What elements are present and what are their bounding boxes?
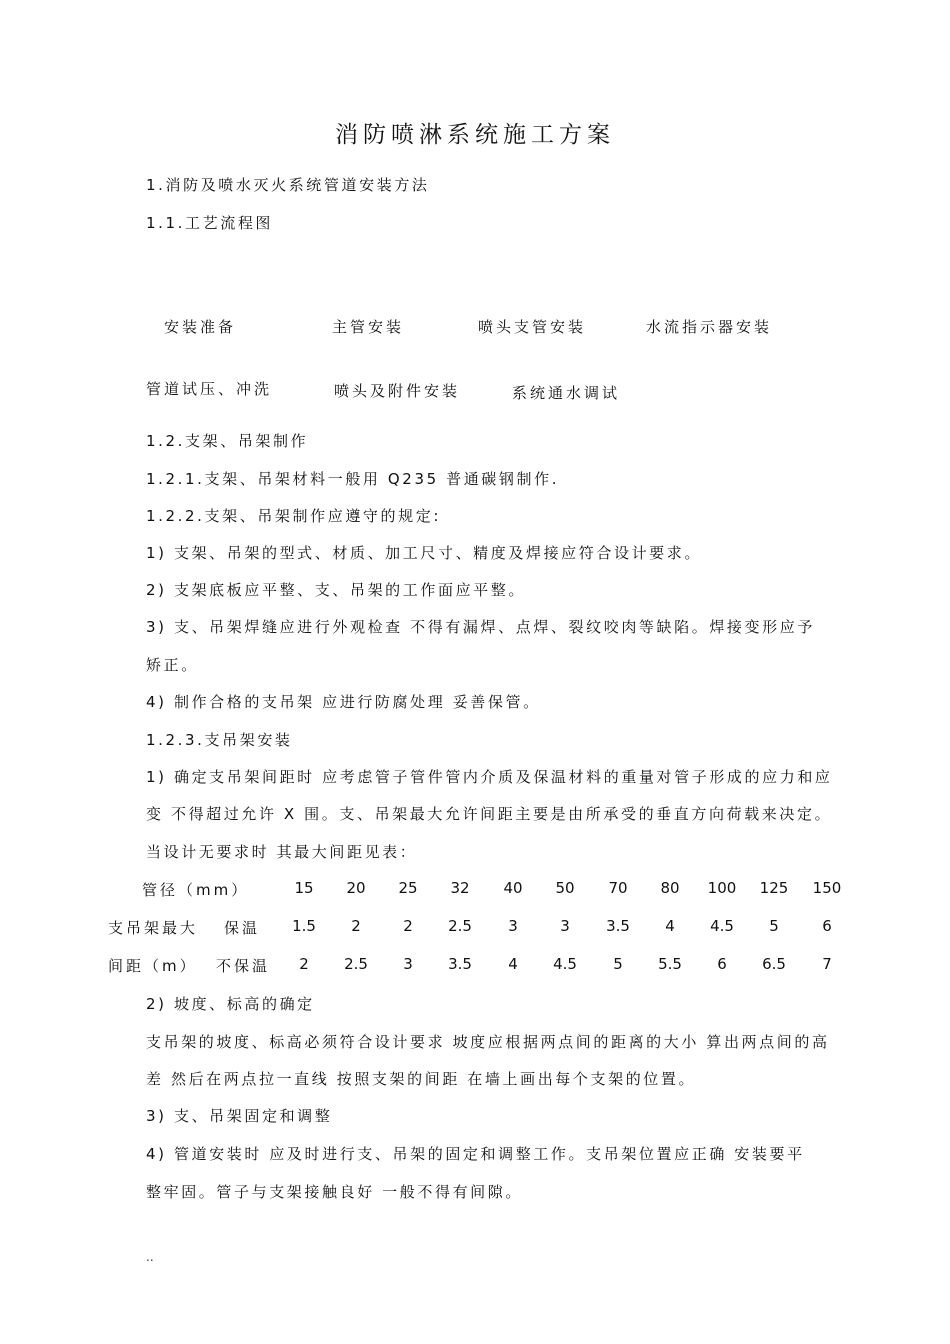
table-cell-insulated: 6	[822, 917, 832, 935]
section-heading-1-1: 1.1.工艺流程图	[146, 214, 274, 232]
table-cell-diameter: 70	[608, 879, 628, 897]
table-cell-diameter: 50	[555, 879, 575, 897]
list-item-4: 4) 制作合格的支吊架 应进行防腐处理 妥善保管。	[146, 693, 541, 711]
table-cell-uninsulated: 2	[299, 955, 309, 973]
flow-step-system-commissioning: 系统通水调试	[512, 384, 621, 402]
table-cell-insulated: 3	[508, 917, 518, 935]
section-heading-1-2-3: 1.2.3.支吊架安装	[146, 731, 293, 749]
list-item-2: 2) 支架底板应平整、支、吊架的工作面应平整。	[146, 581, 526, 599]
install-item-4-cont: 整牢固。管子与支架接触良好 一般不得有间隙。	[146, 1183, 523, 1201]
table-cell-uninsulated: 3.5	[448, 955, 472, 973]
flow-step-install-prep: 安装准备	[164, 318, 237, 336]
table-cell-diameter: 32	[450, 879, 470, 897]
install-item-1-cont: 变 不得超过允许 X 围。支、吊架最大允许间距主要是由所承受的垂直方向荷载来决定。	[146, 805, 833, 823]
paragraph-1-2-2: 1.2.2.支架、吊架制作应遵守的规定:	[146, 507, 441, 525]
table-cell-insulated: 2	[403, 917, 413, 935]
table-cell-diameter: 150	[812, 879, 842, 897]
table-cell-uninsulated: 6	[717, 955, 727, 973]
table-cell-insulated: 2	[351, 917, 361, 935]
list-item-1: 1) 支架、吊架的型式、材质、加工尺寸、精度及焊接应符合设计要求。	[146, 544, 702, 562]
table-cell-uninsulated: 7	[822, 955, 832, 973]
table-cell-diameter: 125	[759, 879, 789, 897]
table-cell-insulated: 1.5	[292, 917, 316, 935]
install-item-1-cont2: 当设计无要求时 其最大间距见表：	[146, 843, 418, 861]
flow-step-sprinkler-fittings: 喷头及附件安装	[334, 382, 461, 400]
table-cell-diameter: 100	[707, 879, 737, 897]
install-item-2-line-1: 支吊架的坡度、标高必须符合设计要求 坡度应根据两点间的距离的大小 算出两点间的高	[146, 1033, 830, 1051]
page-footer-mark: ..	[146, 1250, 154, 1264]
table-cell-insulated: 5	[769, 917, 779, 935]
flow-step-main-pipe: 主管安装	[332, 318, 405, 336]
table-cell-insulated: 3	[560, 917, 570, 935]
table-cell-diameter: 40	[503, 879, 523, 897]
table-cell-uninsulated: 3	[403, 955, 413, 973]
table-cell-diameter: 15	[294, 879, 314, 897]
flow-step-flow-indicator: 水流指示器安装	[646, 318, 773, 336]
install-item-1: 1) 确定支吊架间距时 应考虑管子管件管内介质及保温材料的重量对管子形成的应力和应	[146, 768, 833, 786]
table-cell-uninsulated: 4.5	[553, 955, 577, 973]
install-item-4: 4) 管道安装时 应及时进行支、吊架的固定和调整工作。支吊架位置应正确 安装要平	[146, 1145, 805, 1163]
install-item-2: 2) 坡度、标高的确定	[146, 995, 315, 1013]
table-cell-insulated: 4.5	[710, 917, 734, 935]
install-item-2-line-2: 差 然后在两点拉一直线 按照支架的间距 在墙上画出每个支架的位置。	[146, 1070, 697, 1088]
table-cell-diameter: 25	[398, 879, 418, 897]
page-title: 消防喷淋系统施工方案	[335, 122, 615, 148]
flow-step-sprinkler-branch: 喷头支管安装	[478, 318, 587, 336]
install-item-3: 3) 支、吊架固定和调整	[146, 1107, 333, 1125]
table-cell-insulated: 3.5	[606, 917, 630, 935]
paragraph-1-2-1: 1.2.1.支架、吊架材料一般用 Q235 普通碳钢制作.	[146, 470, 560, 488]
table-row-label-insulated: 保温	[224, 919, 261, 937]
table-row-group-label-1: 支吊架最大	[108, 919, 199, 937]
list-item-3: 3) 支、吊架焊缝应进行外观检查 不得有漏焊、点焊、裂纹咬肉等缺陷。焊接变形应予	[146, 618, 815, 636]
section-heading-1-2: 1.2.支架、吊架制作	[146, 432, 309, 450]
table-row-group-label-2: 间距（m）	[108, 957, 198, 975]
section-heading-1: 1.消防及喷水灭火系统管道安装方法	[146, 176, 430, 194]
table-cell-insulated: 4	[665, 917, 675, 935]
table-cell-insulated: 2.5	[448, 917, 472, 935]
table-cell-diameter: 80	[660, 879, 680, 897]
table-cell-uninsulated: 5	[613, 955, 623, 973]
table-row-label-uninsulated: 不保温	[216, 957, 271, 975]
table-cell-uninsulated: 2.5	[344, 955, 368, 973]
table-cell-diameter: 20	[346, 879, 366, 897]
table-header-label: 管径（mm）	[142, 881, 250, 899]
flow-step-pressure-test: 管道试压、冲洗	[146, 380, 273, 398]
table-cell-uninsulated: 4	[508, 955, 518, 973]
list-item-3-cont: 矫正。	[146, 656, 199, 674]
table-cell-uninsulated: 5.5	[658, 955, 682, 973]
table-cell-uninsulated: 6.5	[762, 955, 786, 973]
